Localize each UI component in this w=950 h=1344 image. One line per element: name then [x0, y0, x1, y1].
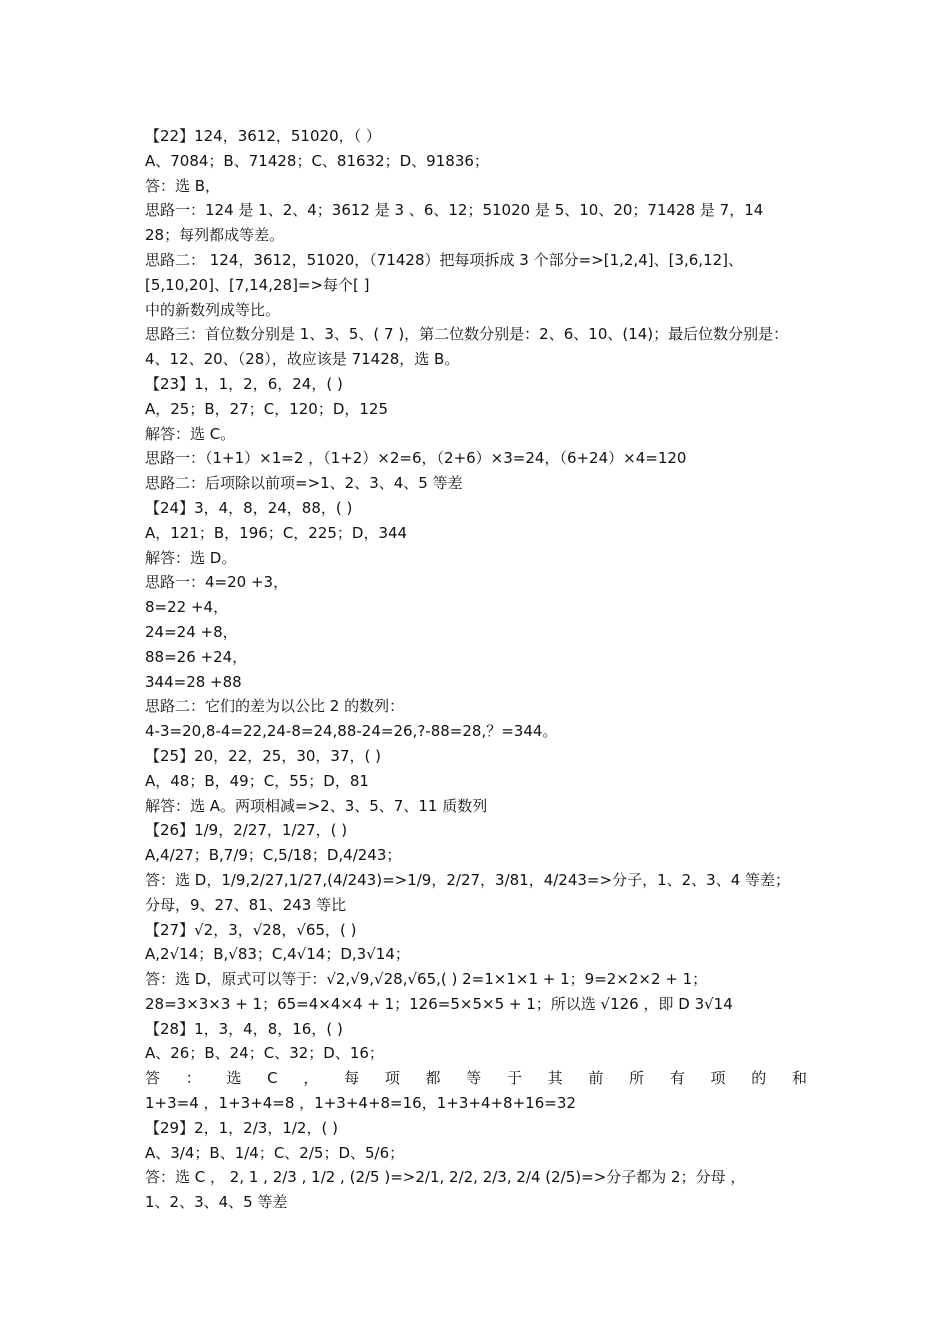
spread-char: ：	[185, 1069, 201, 1088]
spread-char: 等	[466, 1069, 482, 1088]
text-line: 4-3=20,8-4=22,24-8=24,88-24=26,?-88=28,？=344。	[145, 722, 558, 741]
text-line: 1+3=4 ，1+3+4=8 ，1+3+4+8=16，1+3+4+8+16=32	[145, 1094, 576, 1113]
text-line: A,2√14；B,√83；C,4√14；D,3√14；	[145, 945, 410, 964]
text-line: 【28】1，3，4，8，16，( )	[145, 1019, 343, 1038]
text-line: 8=22 +4，	[145, 598, 229, 617]
text-line: A，121；B，196；C，225；D，344	[145, 523, 408, 542]
text-line: 答：选 B，	[145, 176, 221, 195]
text-line: 思路一：124 是 1、2、4；3612 是 3 、6、12；51020 是 5、10、20；71428 是 7，14	[145, 201, 764, 220]
spread-answer-line	[145, 1066, 807, 1091]
text-line: A，48；B，49；C，55；D，81	[145, 771, 369, 790]
text-line: 【26】1/9，2/27，1/27，( )	[145, 821, 348, 840]
spread-char: ，	[303, 1069, 319, 1088]
text-line: A、7084；B、71428；C、81632；D、91836；	[145, 151, 489, 170]
text-line: 【27】√2，3，√28，√65，( )	[145, 920, 357, 939]
text-line: 【22】124，3612，51020，（ ）	[145, 127, 381, 145]
text-line: 解答：选 A。两项相减=>2、3、5、7、11 质数列	[145, 796, 488, 815]
spread-char: 前	[588, 1069, 604, 1088]
text-line: 思路二：它们的差为以公比 2 的数列：	[145, 697, 405, 716]
text-line: 思路三：首位数分别是 1、3、5、( 7 )，第二位数分别是：2、6、10、(14)；最后位数分别是：	[145, 325, 789, 344]
text-line: 1、2、3、4、5 等差	[145, 1193, 288, 1212]
text-line: 思路二：后项除以前项=>1、2、3、4、5 等差	[145, 474, 463, 493]
text-line: 答：选 C ， 2, 1 , 2/3 , 1/2 , (2/5 )=>2/1, 2/2, 2/3, 2/4 (2/5)=>分子都为 2；分母 ，	[145, 1168, 746, 1187]
text-line: 答：选 D，原式可以等于：√2,√9,√28,√65,( ) 2=1×1×1 + 1；9=2×2×2 + 1；	[145, 970, 708, 989]
spread-char: 有	[669, 1069, 685, 1088]
spread-char: 答	[145, 1069, 161, 1088]
spread-char: 选	[226, 1069, 242, 1088]
spread-char: 所	[629, 1069, 645, 1088]
spread-char: 项	[710, 1069, 726, 1088]
text-line: 24=24 +8，	[145, 622, 238, 641]
spread-char: 项	[384, 1069, 400, 1088]
spread-char: 的	[751, 1069, 767, 1088]
text-line: 解答：选 C。	[145, 424, 236, 443]
text-line: A、3/4；B、1/4；C、2/5；D、5/6；	[145, 1143, 405, 1162]
spread-char: 每	[344, 1069, 360, 1088]
document-page	[145, 124, 807, 1215]
spread-char: C	[267, 1069, 278, 1088]
text-line: 中的新数列成等比。	[145, 300, 281, 319]
text-line: A、26；B、24；C、32；D、16；	[145, 1044, 384, 1063]
text-line: 【23】1，1，2，6，24，( )	[145, 374, 343, 393]
spread-char: 都	[425, 1069, 441, 1088]
text-line: A，25；B，27；C，120；D，125	[145, 399, 389, 418]
text-line: 28=3×3×3 + 1；65=4×4×4 + 1；126=5×5×5 + 1；所以选 √126 ，即 D 3√14	[145, 994, 733, 1013]
text-line: A,4/27；B,7/9；C,5/18；D,4/243；	[145, 846, 402, 865]
text-line: 344=28 +88	[145, 672, 242, 691]
text-line: 思路一：4=20 +3，	[145, 573, 289, 592]
text-line: 28；每列都成等差。	[145, 226, 285, 245]
spread-char: 于	[506, 1069, 522, 1088]
text-line: [5,10,20]、[7,14,28]=>每个[ ]	[145, 275, 370, 294]
spread-char: 和	[791, 1069, 807, 1088]
text-line: 88=26 +24，	[145, 647, 248, 666]
spread-char: 其	[547, 1069, 563, 1088]
text-line: 答：选 D，1/9,2/27,1/27,(4/243)=>1/9，2/27，3/81，4/243=>分子，1、2、3、4 等差；	[145, 870, 791, 889]
text-line: 思路二： 124，3612，51020，（71428）把每项拆成 3 个部分=>[1,2,4]、[3,6,12]、	[145, 250, 744, 269]
text-line: 【24】3，4，8，24，88，( )	[145, 498, 353, 517]
text-line: 【29】2，1，2/3，1/2，( )	[145, 1118, 338, 1137]
text-line: 4、12、20、（28），故应该是 71428，选 B。	[145, 350, 460, 369]
text-line: 【25】20，22，25，30，37，( )	[145, 746, 381, 765]
text-line: 分母，9、27、81、243 等比	[145, 895, 347, 914]
text-line: 思路一：（1+1）×1=2 ，（1+2）×2=6，（2+6）×3=24，（6+24）×4=120	[145, 449, 687, 468]
text-line: 解答：选 D。	[145, 548, 237, 567]
